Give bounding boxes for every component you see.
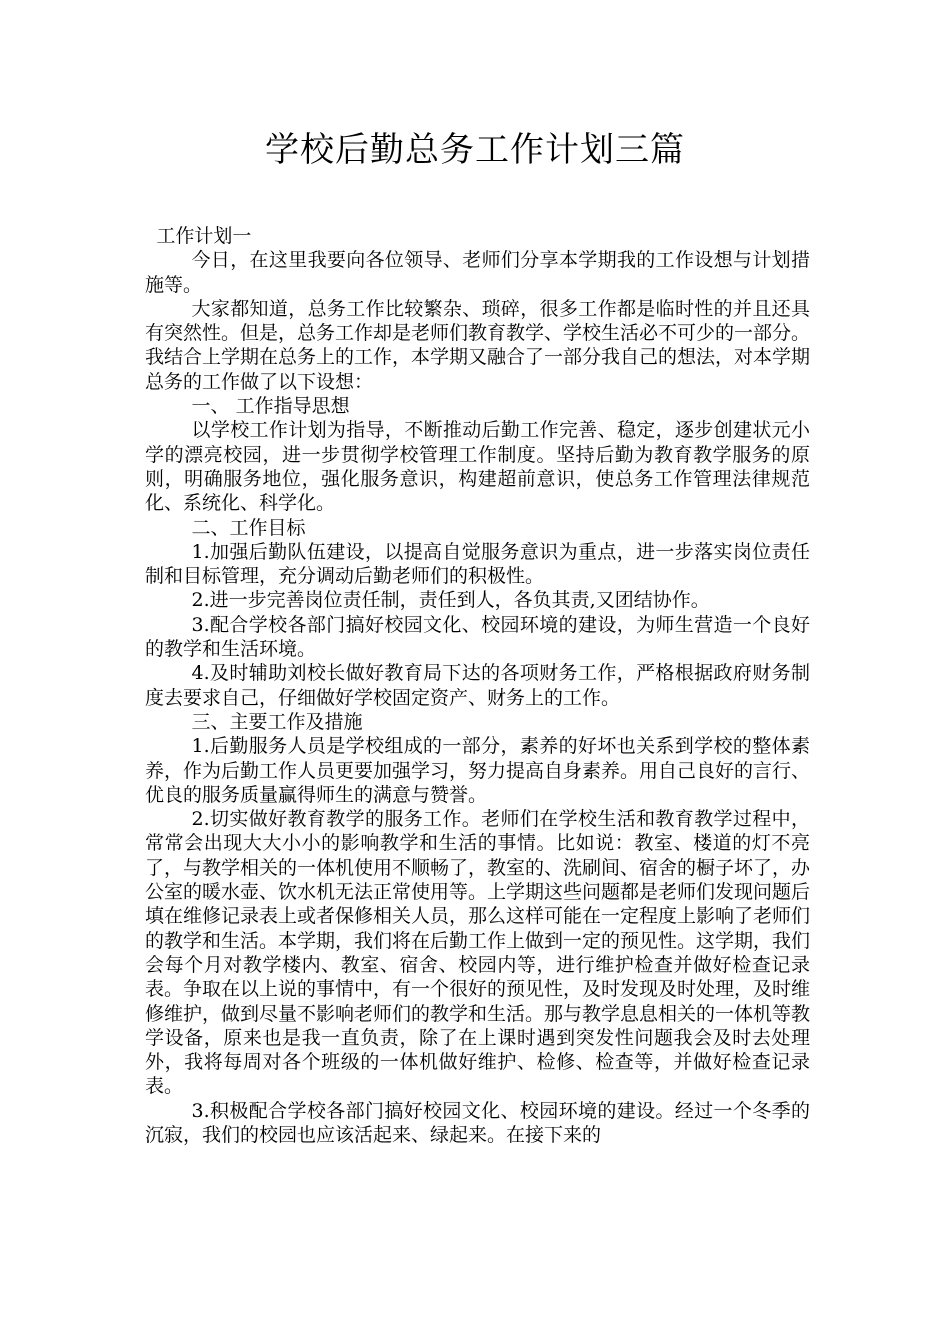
plan-label: 工作计划一 [156, 225, 252, 247]
goal-item-2: 2.进一步完善岗位责任制，责任到人，各负其责,又团结协作。 [191, 589, 710, 612]
goal-item-1: 1.加强后勤队伍建设，以提高自觉服务意识为重点，进一步落实岗位责任制和目标管理，充分调动后勤老师们的积极性。 [145, 540, 810, 588]
measure-item-3: 3.积极配合学校各部门搞好校园文化、校园环境的建设。经过一个冬季的沉寂，我们的校园也应该活起来、绿起来。在接下来的 [145, 1099, 810, 1146]
document-body [145, 224, 810, 1147]
measure-item-1: 1.后勤服务人员是学校组成的一部分，素养的好坏也关系到学校的整体素养，作为后勤工作人员更要加强学习，努力提高自身素养。用自己良好的言行、优良的服务质量赢得师生的满意与赞誉。 [145, 735, 811, 806]
goal-item-4: 4.及时辅助刘校长做好教育局下达的各项财务工作，严格根据政府财务制度去要求自己，仔细做好学校固定资产、财务上的工作。 [145, 662, 810, 709]
section-heading-goals: 二、工作目标 [191, 516, 306, 539]
background-paragraph: 大家都知道，总务工作比较繁杂、琐碎，很多工作都是临时性的并且还具有突然性。但是，总务工作却是老师们教育教学、学校生活必不可少的一部分。我结合上学期在总务上的工作，本学期又融合了一部分我自己的想法，对本学期总务的工作做了以下设想： [145, 297, 811, 393]
measure-item-2: 2.切实做好教育教学的服务工作。老师们在学校生活和教育教学过程中，常常会出现大大小小的影响教学和生活的事情。比如说：教室、楼道的灯不亮了，与教学相关的一体机使用不顺畅了，教室的、洗刷间、宿舍的橱子坏了，办公室的暖水壶、饮水机无法正常使用等。上学期这些问题都是老师们发现问题后填在维修记录表上或者保修相关人员，那么这样可能在一定程度上影响了老师们的教学和生活。本学期，我们将在后勤工作上做到一定的预见性。这学期，我们会每个月对教学楼内、教室、宿舍、校园内等，进行维护检查并做好检查记录表。争取在以上说的事情中，有一个很好的预见性，及时发现及时处理，及时维修维护，做到尽量不影响老师们的教学和生活。那与教学息息相关的一体机等教学设备，原来也是我一直负责，除了在上课时遇到突发性问题我会及时去处理外，我将每周对各个班级的一体机做好维护、检修、检查等，并做好检查记录表。 [145, 808, 811, 1098]
section-heading-measures: 三、主要工作及措施 [191, 710, 363, 733]
intro-paragraph: 今日，在这里我要向各位领导、老师们分享本学期我的工作设想与计划措施等。 [145, 249, 810, 296]
section-heading-guiding-thought: 一、 工作指导思想 [191, 395, 350, 418]
guiding-thought-paragraph: 以学校工作计划为指导，不断推动后勤工作完善、稳定，逐步创建状元小学的漂亮校园，进一步贯彻学校管理工作制度。坚持后勤为教育教学服务的原则，明确服务地位，强化服务意识，构建超前意识，使总务工作管理法律规范化、系统化、科学化。 [145, 419, 810, 515]
document-title: 学校后勤总务工作计划三篇 [265, 130, 685, 170]
goal-item-3: 3.配合学校各部门搞好校园文化、校园环境的建设，为师生营造一个良好的教学和生活环境。 [145, 613, 810, 661]
